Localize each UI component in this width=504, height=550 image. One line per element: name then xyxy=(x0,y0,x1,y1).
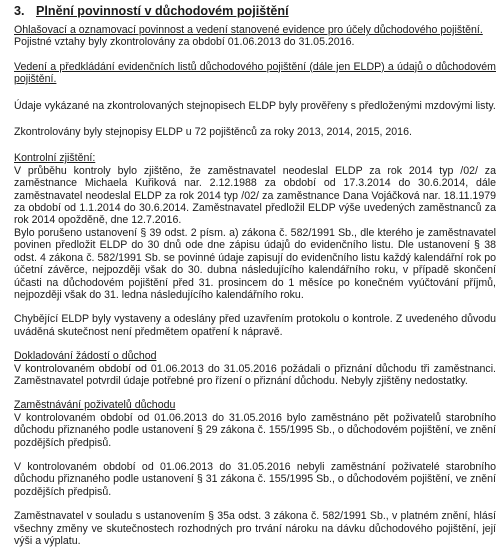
pensioners-29-text: V kontrolovaném období od 01.06.2013 do 31.05.2016 bylo zaměstnáno pět poživatelů starobního důchodu přiznaného podle ustanovení § 29 zákona č. 155/1995 Sb., o důchodovém pojištění, ve znění pozdějších předpisů. xyxy=(14,411,496,449)
section-heading xyxy=(14,4,496,18)
section-title: Plnění povinností v důchodovém pojištění xyxy=(36,4,289,18)
pensioners-31-text: V kontrolovaném období od 01.06.2013 do 31.05.2016 nebyli zaměstnání poživatelé starobního důchodu přiznaného podle ustanovení § 31 zákona č. 155/1995 Sb., o důchodovém pojištění, ve znění pozdějších předpisů. xyxy=(14,460,496,498)
insurance-period-text: Pojistné vztahy byly zkontrolovány za období 01.06.2013 do 31.05.2016. xyxy=(14,36,355,49)
reporting-obligation-title: Ohlašovací a oznamovací povinnost a vedení stanovené evidence pro účely důchodového pojištění. xyxy=(14,24,483,36)
remedy-text: Chybějící ELDP byly vystaveny a odeslány před uzavřením protokolu o kontrole. Z uvedeného důvodu uváděná skutečnost není předmětem opatření k nápravě. xyxy=(14,313,496,338)
eldp-title: Vedení a předkládání evidenčních listů důchodového pojištění (dále jen ELDP) a údajů o důchodovém pojištění. xyxy=(14,60,496,86)
eldp-count-text: Zkontrolovány byly stejnopisy ELDP u 72 pojištěnců za roky 2013, 2014, 2015, 2016. xyxy=(14,126,412,139)
pensioners-employment-title: Zaměstnávání poživatelů důchodu xyxy=(14,399,176,412)
change-reporting-text: Zaměstnavatel v souladu s ustanovením § 35a odst. 3 zákona č. 582/1991 Sb., v platném znění, hlásí všechny změny ve skutečnostech rozhodných pro trvání nároku na dávku důchodového pojištění, její výši a výplatu. xyxy=(14,510,496,547)
violation-text: Bylo porušeno ustanovení § 39 odst. 2 písm. a) zákona č. 582/1991 Sb., dle kterého je zaměstnavatel povinen předložit ELDP do 30 dnů ode dne zápisu údajů do evidenčního listu. Dle ustanovení § 38 odst. 4 zákona č. 582/1991 Sb. se povinné údaje zapisují do evidenčního listu každý kalendářní rok po účetní závěrce, nejpozději však do 30. dubna následujícího kalendářního roku, v případě skončení účasti na důchodovém pojištění před 31. prosincem do 1 měsíce po konečném vyúčtování příjmů, nejpozději však do 31. ledna následujícího kalendářního roku. xyxy=(14,226,496,301)
findings-text: V průběhu kontroly bylo zjištěno, že zaměstnavatel neodeslal ELDP za rok 2014 typ /02/ za zaměstnance Michaela Kuřiková nar. 2.12.1988 za období od 17.3.2014 do 30.6.2014, dále zaměstnavatel neodeslal ELDP za rok 2014 typ /02/ za zaměstnance Dana Vojáčková nar. 18.11.1979 za období od 1.1.2014 do 30.6.2014. Zaměstnavatel předložil ELDP výše uvedených zaměstnanců za rok 2014 opožděně, dne 12.7.2016. xyxy=(14,164,496,227)
findings-title: Kontrolní zjištění: xyxy=(14,152,96,165)
section-number: 3. xyxy=(14,4,25,18)
pension-claims-title: Dokladování žádostí o důchod xyxy=(14,350,157,363)
eldp-verification-text: Údaje vykázané na zkontrolovaných stejnopisech ELDP byly prověřeny s předloženými mzdovými listy. xyxy=(14,99,496,112)
pension-claims-text: V kontrolovaném období od 01.06.2013 do 31.05.2016 požádali o přiznání důchodu tři zaměstnanci. Zaměstnavatel potvrdil údaje potřebné pro řízení o přiznání důchodu. Nebyly zjištěny nedostatky. xyxy=(14,362,496,387)
